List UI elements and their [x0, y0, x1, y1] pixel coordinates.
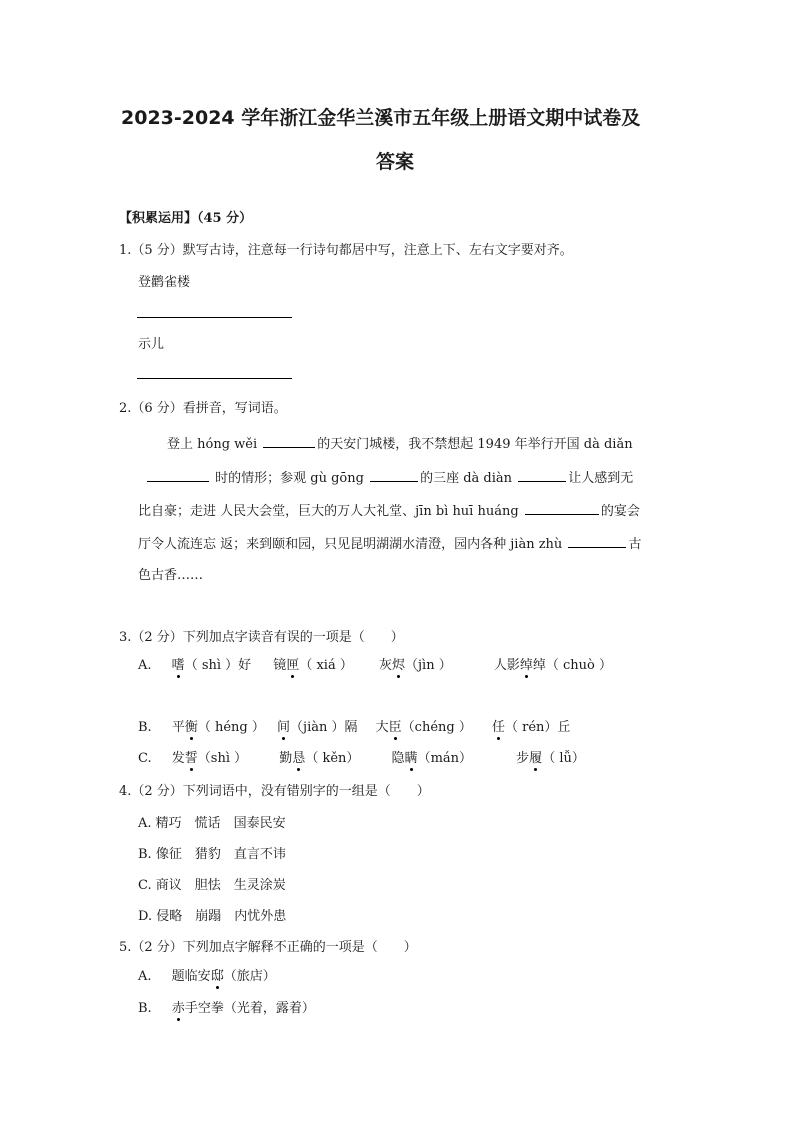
section-header: 【积累运用】（45 分）	[119, 211, 253, 226]
q2-text: 厅令人流连忘 返；来到颐和园，只见昆明湖湖水清澄，园内各种 jiàn zhù	[138, 537, 563, 552]
document-title-line1: 2023-2024 学年浙江金华兰溪市五年级上册语文期中试卷及	[121, 107, 641, 129]
option-label: B.	[138, 1001, 152, 1016]
q2-stem: 2.（6 分）看拼音，写词语。	[119, 401, 287, 416]
option-label: B.	[138, 720, 152, 735]
dotted-char: 誓	[185, 747, 198, 766]
q2-blank-jianzhu[interactable]	[568, 533, 626, 548]
q4-option-d[interactable]: D. 侵略 崩蹋 内忧外患	[138, 909, 287, 924]
q2-text: 比自豪；走进 人民大会堂，巨大的万人大礼堂、jīn bì huī huáng	[138, 504, 519, 519]
q2-blank-hongwei[interactable]	[263, 433, 315, 448]
document-title-line2: 答案	[376, 151, 415, 173]
q1-answer-line-1[interactable]	[137, 317, 292, 318]
q2-line-1	[167, 433, 633, 452]
q2-text: 古	[628, 537, 642, 552]
dotted-char: 绰	[520, 654, 533, 673]
q2-line-4	[138, 533, 641, 552]
q1-poem2-title: 示儿	[138, 337, 165, 352]
q1-poem1-title: 登鹳雀楼	[138, 275, 191, 290]
q1-answer-line-2[interactable]	[137, 378, 292, 379]
q2-text: 时的情形；参观 gù gōng	[215, 471, 364, 486]
q3-stem: 3.（2 分）下列加点字读音有误的一项是（ ）	[119, 630, 404, 645]
q3-option-b[interactable]: B. 平衡（ héng ） 间（jiàn ）隔 大臣（chéng ） 任（ rén）丘	[138, 716, 570, 735]
dotted-char: 赤	[172, 997, 185, 1016]
dotted-char: 匣	[286, 654, 299, 673]
q2-line-3	[138, 500, 640, 519]
dotted-char: 履	[529, 747, 542, 766]
q5-option-a[interactable]: A. 题临安邸（旅店）	[138, 965, 276, 984]
q3-option-a[interactable]: A. 嗜（ shì ）好 镜匣（ xiá ） 灰烬（jìn ） 人影绰绰（ chuò ）	[138, 654, 612, 673]
q2-text: 的三座 dà diàn	[420, 471, 513, 486]
q2-text: 的宴会	[600, 504, 640, 519]
dotted-char: 邸	[211, 965, 224, 984]
q2-line-5: 色古香……	[138, 568, 204, 583]
option-label: A.	[138, 969, 152, 984]
dotted-char: 嗜	[172, 654, 185, 673]
q2-line-2	[145, 467, 633, 486]
q5-stem: 5.（2 分）下列加点字解释不正确的一项是（ ）	[119, 940, 417, 955]
q2-text: 登上 hóng wěi	[167, 437, 258, 452]
q2-text: 让人感到无	[568, 471, 634, 486]
q2-blank-gugong[interactable]	[370, 467, 418, 482]
dotted-char: 任	[492, 716, 505, 735]
option-label: C.	[138, 751, 152, 766]
q2-blank-dadian2[interactable]	[518, 467, 566, 482]
q2-blank-dadian[interactable]	[147, 467, 209, 482]
dotted-char: 臣	[389, 716, 402, 735]
q1-stem: 1.（5 分）默写古诗，注意每一行诗句都居中写，注意上下、左右文字要对齐。	[119, 243, 573, 258]
dotted-char: 衡	[185, 716, 198, 735]
q2-blank-jinbihuihuang[interactable]	[525, 500, 599, 515]
q5-option-b[interactable]: B. 赤手空拳（光着，露着）	[138, 997, 315, 1016]
dotted-char: 恳	[292, 747, 305, 766]
q4-stem: 4.（2 分）下列词语中，没有错别字的一组是（ ）	[119, 784, 430, 799]
dotted-char: 瞒	[405, 747, 418, 766]
dotted-char: 烬	[392, 654, 405, 673]
q3-option-c[interactable]: C. 发誓（shì ） 勤恳（ kěn） 隐瞒（mán） 步履（ lǚ）	[138, 747, 585, 766]
q4-option-a[interactable]: A. 精巧 慌话 国泰民安	[138, 816, 286, 831]
q2-text: 的天安门城楼，我不禁想起 1949 年举行开国 dà diǎn	[317, 437, 633, 452]
q4-option-b[interactable]: B. 像征 猎豹 直言不讳	[138, 847, 286, 862]
option-label: A.	[138, 658, 152, 673]
q4-option-c[interactable]: C. 商议 胆怯 生灵涂炭	[138, 878, 286, 893]
dotted-char: 间	[277, 716, 290, 735]
